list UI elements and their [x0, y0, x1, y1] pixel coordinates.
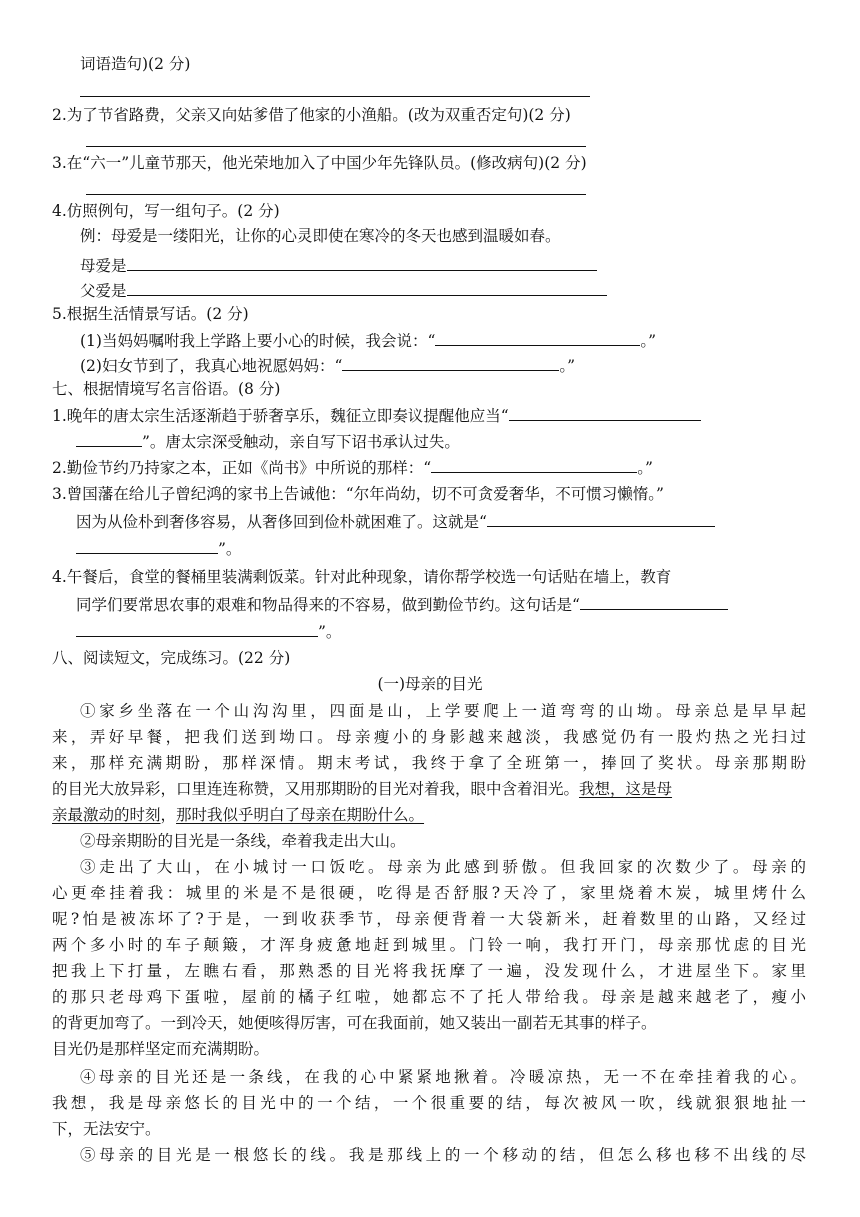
- s7q4-blank-a[interactable]: [580, 593, 728, 610]
- paragraph-1-line-1: ①家乡坐落在一个山沟沟里，四面是山，上学要爬上一道弯弯的山坳。母亲总是早早起: [80, 702, 806, 720]
- s7q4-text: 同学们要常思农事的艰难和物品得来的不容易，做到勤俭节约。这句话是“: [76, 596, 580, 614]
- question-5-title: 5.根据生活情景写话。(2 分): [52, 305, 249, 323]
- section-7-q3-line-c: [76, 537, 241, 560]
- paragraph-3-line-3: 呢?怕是被冻坏了?于是，一到收获季节，母亲便背着一大袋新米，赶着数里的山路，又经过: [52, 910, 806, 928]
- s7q2-text: 2.勤俭节约乃持家之本，正如《尚书》中所说的那样：“: [52, 459, 432, 477]
- paragraph-1-line-5: [52, 804, 424, 826]
- paragraph-5-line-1: ⑤母亲的目光是一根悠长的线。我是那线上的一个移动的结，但怎么移也移不出线的尽: [80, 1146, 806, 1164]
- mother-blank[interactable]: [127, 254, 597, 271]
- scenario-1-blank[interactable]: [435, 329, 640, 346]
- paragraph-3-line-5: 把我上下打量，左瞧右看，那熟悉的目光将我抚摩了一遍，没发现什么，才进屋坐下。家里: [52, 962, 806, 980]
- question-4-mother-line: [80, 254, 597, 277]
- p1-line4-text: 的目光大放异彩，口里连连称赞，又用那期盼的目光对着我，眼中含着泪光。: [52, 780, 580, 798]
- s7q3-tail: ”。: [218, 540, 242, 558]
- s7q4-tail: ”。: [318, 623, 342, 641]
- s7q3-text: 因为从俭朴到奢侈容易，从奢侈回到俭朴就困难了。这就是“: [76, 513, 487, 531]
- question-2: 2.为了节省路费，父亲又向姑爹借了他家的小渔船。(改为双重否定句)(2 分): [52, 106, 571, 124]
- underlined-sentence-part-3: 那时我似乎明白了母亲在期盼什么。: [176, 806, 425, 824]
- s7q4-blank-b[interactable]: [76, 620, 318, 637]
- paragraph-4-line-3: 下，无法安宁。: [52, 1120, 161, 1138]
- section-7-q4-line-a: 4.午餐后，食堂的餐桶里装满剩饭菜。针对此种现象，请你帮学校选一句话贴在墙上，教育: [52, 568, 672, 586]
- paragraph-3-line-1: ③走出了大山，在小城讨一口饭吃。母亲为此感到骄傲。但我回家的次数少了。母亲的: [80, 858, 806, 876]
- scenario-2-close: 。”: [559, 357, 576, 375]
- section-8-title: 八、阅读短文，完成练习。(22 分): [52, 649, 291, 667]
- scenario-1-close: 。”: [640, 332, 657, 350]
- scenario-2-prompt: (2)妇女节到了，我真心地祝愿妈妈：“: [80, 357, 343, 375]
- s7q2-close: 。”: [637, 459, 653, 477]
- mother-prefix: 母爱是: [80, 257, 127, 275]
- section-7-q1-line-b: [76, 430, 460, 453]
- paragraph-3-line-4: 两个多小时的车子颠簸，才浑身疲惫地赶到城里。门铃一响，我打开门，母亲那忧虑的目光: [52, 936, 806, 954]
- question-5-scenario-1: [80, 329, 656, 352]
- question-4-father-line: [80, 279, 607, 302]
- scenario-1-prompt: (1)当妈妈嘱咐我上学路上要小心的时候，我会说：“: [80, 332, 436, 350]
- s7q3-blank-a[interactable]: [487, 510, 715, 527]
- question-4-example: 例：母爱是一缕阳光，让你的心灵即使在寒冷的冬天也感到温暖如春。: [80, 227, 561, 245]
- answer-line-1[interactable]: [80, 96, 590, 97]
- question-4-title: 4.仿照例句，写一组句子。(2 分): [52, 202, 280, 220]
- s7q2-blank[interactable]: [431, 456, 637, 473]
- underlined-sentence-part-1: 我想，这是母: [579, 780, 673, 798]
- paragraph-4-line-1: ④母亲的目光还是一条线，在我的心中紧紧地揪着。冷暖凉热，无一不在牵挂着我的心。: [80, 1068, 806, 1086]
- p1-comma: ，: [160, 806, 177, 824]
- section-7-q3-line-b: [76, 510, 715, 533]
- answer-line-3[interactable]: [86, 194, 586, 195]
- paragraph-1-line-4: [52, 778, 806, 800]
- father-prefix: 父爱是: [80, 282, 127, 300]
- question-3: 3.在“六一”儿童节那天，他光荣地加入了中国少年先锋队员。(修改病句)(2 分): [52, 154, 587, 172]
- paragraph-3-line-2: 心更牵挂着我：城里的米是不是很硬，吃得是否舒服?天冷了，家里烧着木炭，城里烤什么: [52, 884, 806, 902]
- section-7-q4-line-b: [76, 593, 728, 616]
- s7q1-blank-a[interactable]: [509, 404, 701, 421]
- question-5-scenario-2: [80, 354, 575, 377]
- paragraph-3-line-7: 的背更加弯了。一到冷天，她便咳得厉害，可在我面前，她又装出一副若无其事的样子。: [52, 1014, 657, 1032]
- section-7-q3-line-a: 3.曾国藩在给儿子曾纪鸿的家书上告诫他：“尔年尚幼，切不可贪爱奢华，不可惯习懒惰。”: [52, 485, 664, 503]
- underlined-sentence-part-2: 亲最激动的时刻: [52, 806, 161, 824]
- father-blank[interactable]: [127, 279, 607, 296]
- s7q1-text: 1.晚年的唐太宗生活逐渐趋于骄奢享乐，魏征立即奏议提醒他应当“: [52, 407, 509, 425]
- paragraph-3-line-6: 的那只老母鸡下蛋啦，屋前的橘子红啦，她都忘不了托人带给我。母亲是越来越老了，瘦小: [52, 988, 806, 1006]
- s7q3-blank-b[interactable]: [76, 537, 218, 554]
- section-7-q2: [52, 456, 653, 479]
- paragraph-4-line-2: 我想，我是母亲悠长的目光中的一个结，一个很重要的结，每次被风一吹，线就狠狠地扯一: [52, 1094, 806, 1112]
- question-1-tail: 词语造句)(2 分): [80, 55, 191, 73]
- section-7-q1-line-a: [52, 404, 701, 427]
- paragraph-1-line-2: 来，弄好早餐，把我们送到坳口。母亲瘦小的身影越来越淡，我感觉仍有一股灼热之光扫过: [52, 728, 806, 746]
- paragraph-3-line-8: 目光仍是那样坚定而充满期盼。: [52, 1040, 270, 1058]
- answer-line-2[interactable]: [86, 146, 586, 147]
- s7q1-blank-b[interactable]: [76, 430, 142, 447]
- s7q1-tail: ”。唐太宗深受触动，亲自写下诏书承认过失。: [142, 433, 460, 451]
- section-7-title: 七、根据情境写名言俗语。(8 分): [52, 380, 281, 398]
- article-title: (一)母亲的目光: [377, 675, 483, 693]
- paragraph-2: ②母亲期盼的目光是一条线，牵着我走出大山。: [80, 832, 406, 850]
- scenario-2-blank[interactable]: [342, 354, 559, 371]
- section-7-q4-line-c: [76, 620, 341, 643]
- paragraph-1-line-3: 来，那样充满期盼，那样深情。期末考试，我终于拿了全班第一，捧回了奖状。母亲那期盼: [52, 754, 806, 772]
